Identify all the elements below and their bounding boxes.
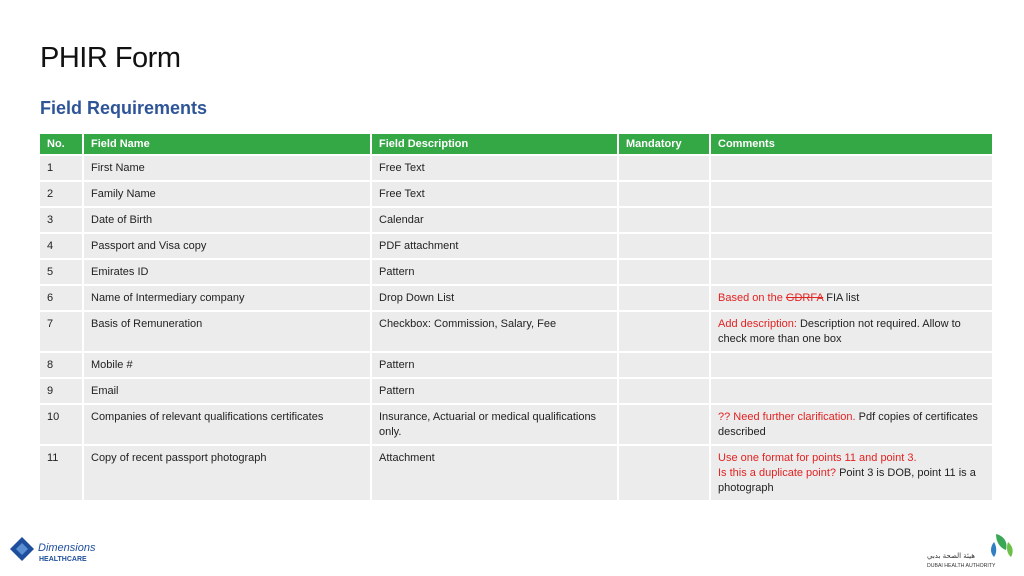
row-comment [711,379,992,403]
row-field-description: Pattern [372,260,617,284]
table-row [40,312,992,351]
row-field-description: Attachment [372,446,617,500]
row-comment [711,312,992,351]
logo-sub-text: HEALTHCARE [39,556,87,563]
row-field-description: PDF attachment [372,234,617,258]
row-mandatory [619,156,709,180]
row-mandatory [619,379,709,403]
row-mandatory [619,312,709,351]
row-no: 11 [40,446,82,500]
row-mandatory [619,208,709,232]
header-comments: Comments [711,134,992,154]
row-comment [711,405,992,444]
field-requirements-table [38,132,994,502]
row-comment [711,182,992,206]
row-mandatory [619,234,709,258]
row-comment [711,353,992,377]
logo-brand-text: Dimensions [38,542,96,554]
row-mandatory [619,260,709,284]
row-no: 1 [40,156,82,180]
row-comment [711,286,992,310]
comment-red-text: Based on the [718,292,786,304]
table-row [40,286,992,310]
row-field-name: Email [84,379,370,403]
comment-red-text: Is this a duplicate point? [718,467,837,479]
row-no: 3 [40,208,82,232]
table-row [40,260,992,284]
row-field-name: Passport and Visa copy [84,234,370,258]
leaf-emblem-icon [991,534,1013,557]
table-row [40,353,992,377]
row-field-name: Copy of recent passport photograph [84,446,370,500]
comment-red-text: ?? Need further clarification. [718,411,856,423]
row-field-description: Free Text [372,156,617,180]
diamond-icon [10,537,34,561]
row-mandatory [619,353,709,377]
row-no: 2 [40,182,82,206]
row-comment [711,208,992,232]
row-no: 5 [40,260,82,284]
comment-red-text: Add description: [718,318,797,330]
row-no: 8 [40,353,82,377]
header-no: No. [40,134,82,154]
row-no: 7 [40,312,82,351]
row-mandatory [619,405,709,444]
row-mandatory [619,182,709,206]
row-no: 6 [40,286,82,310]
row-comment [711,446,992,500]
section-subtitle: Field Requirements [40,98,208,118]
row-field-name: Mobile # [84,353,370,377]
row-field-description: Pattern [372,379,617,403]
comment-text: Description not required. Allow to check more than one box [718,318,961,345]
row-field-description: Pattern [372,353,617,377]
table-row [40,234,992,258]
table-row [40,208,992,232]
comment-strikethrough-text: GDRFA [785,292,824,304]
row-comment [711,234,992,258]
row-field-name: Name of Intermediary company [84,286,370,310]
header-mandatory: Mandatory [619,134,709,154]
comment-red-text: Use one format for points 11 and point 3. [718,452,917,464]
table-row [40,156,992,180]
row-mandatory [619,286,709,310]
row-comment [711,156,992,180]
table-header-row [40,134,992,154]
row-field-description: Checkbox: Commission, Salary, Fee [372,312,617,351]
header-field-description: Field Description [372,134,617,154]
row-no: 9 [40,379,82,403]
dubai-health-authority-logo [924,530,1016,570]
logo-english-text: DUBAI HEALTH AUTHORITY [927,563,996,569]
row-field-name: Emirates ID [84,260,370,284]
row-field-description: Calendar [372,208,617,232]
row-field-description: Insurance, Actuarial or medical qualifications only. [372,405,617,444]
page-title: PHIR Form [40,42,181,74]
logo-arabic-text: هيئة الصحة بدبي [927,552,975,560]
comment-text: Point 3 is DOB, point 11 is a photograph [718,467,976,494]
row-field-name: First Name [84,156,370,180]
comment-text: Pdf copies of certificates described [718,411,978,438]
row-field-name: Basis of Remuneration [84,312,370,351]
row-field-name: Date of Birth [84,208,370,232]
row-no: 10 [40,405,82,444]
comment-text: FIA list [823,292,860,304]
row-mandatory [619,446,709,500]
dimensions-healthcare-logo [8,534,108,568]
table-row [40,405,992,444]
row-field-description: Drop Down List [372,286,617,310]
table-row [40,379,992,403]
table-row [40,182,992,206]
row-field-name: Companies of relevant qualifications certificates [84,405,370,444]
header-field-name: Field Name [84,134,370,154]
row-comment [711,260,992,284]
table-row [40,446,992,500]
row-no: 4 [40,234,82,258]
row-field-description: Free Text [372,182,617,206]
row-field-name: Family Name [84,182,370,206]
